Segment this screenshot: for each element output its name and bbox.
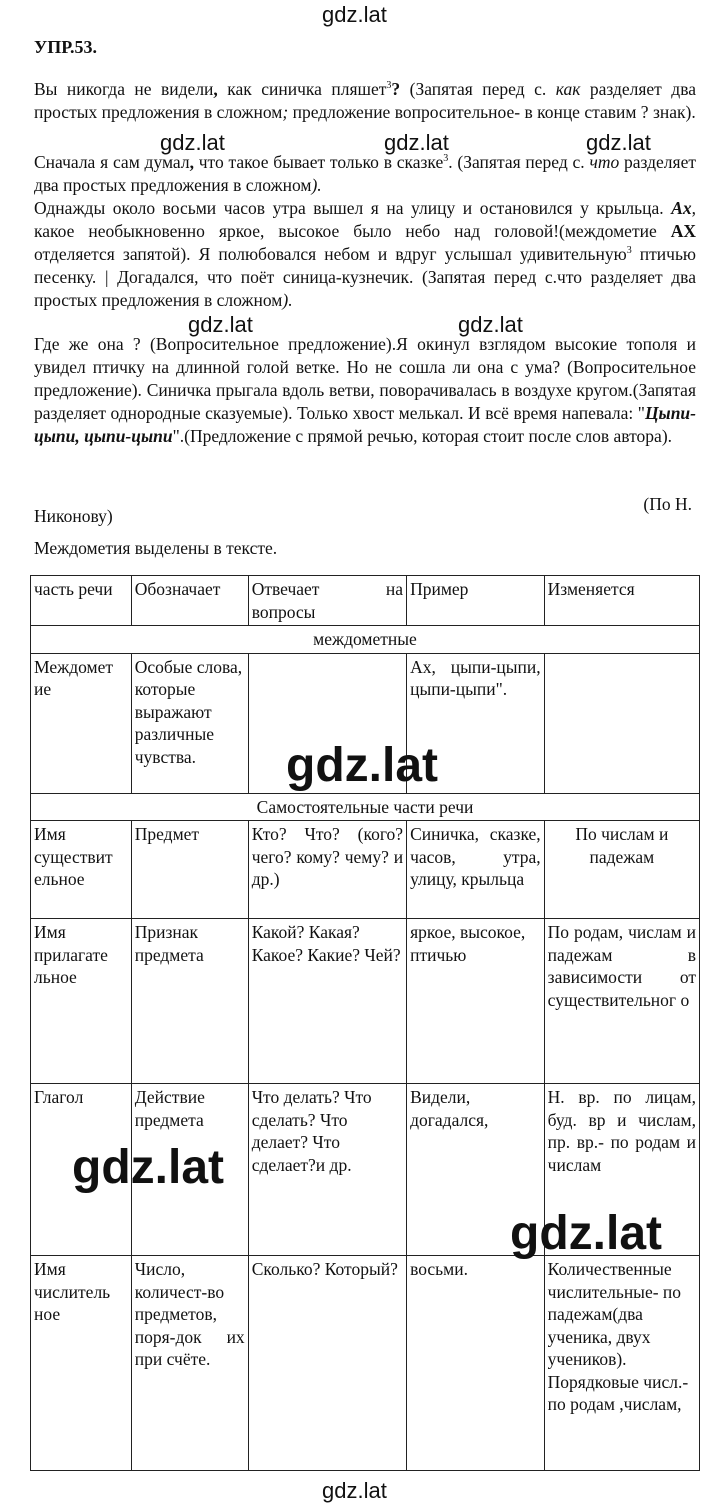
watermark-large-1: gdz.lat xyxy=(286,739,438,792)
table-row xyxy=(31,919,700,1084)
table-cell: яркое, высокое, птичью xyxy=(407,919,545,1084)
table-cell: Синичка, сказке, часов, утра, улицу, крыльца xyxy=(407,821,545,919)
paragraph-1 xyxy=(34,78,696,124)
table-cell: Ах, цыпи-цыпи, цыпи-цыпи". xyxy=(407,653,545,793)
p2-comma: , xyxy=(189,152,194,172)
table-cell: Признак предмета xyxy=(131,919,248,1084)
watermark-row2-b: gdz.lat xyxy=(458,312,523,337)
header-cell: Пример xyxy=(407,576,545,626)
table-cell: По родам, числам и падежам в зависимости от существительног о xyxy=(544,919,699,1084)
section-label: Самостоятельные части речи xyxy=(31,793,700,821)
table-cell: Имя существит ельное xyxy=(31,821,132,919)
p1-word-kak: как xyxy=(555,79,581,99)
p2-text-d: . (Запятая перед с. xyxy=(448,152,590,172)
watermark-top: gdz.lat xyxy=(322,2,387,27)
table-row xyxy=(31,821,700,919)
watermark-large-2: gdz.lat xyxy=(72,1141,224,1194)
table-cell: Предмет xyxy=(131,821,248,919)
header-cell: Отвечает на вопросы xyxy=(248,576,406,626)
p1-text-a: Вы никогда не видели xyxy=(34,79,214,99)
table-cell: Имя прилагате льное xyxy=(31,919,132,1084)
p2-closing: ). xyxy=(311,175,322,195)
watermark-row1-b: gdz.lat xyxy=(384,130,449,155)
p1-semicolon: ; xyxy=(282,102,289,122)
watermark-large-3: gdz.lat xyxy=(510,1207,662,1260)
section-row xyxy=(31,793,700,821)
p1-text-d: (Запятая перед с. xyxy=(400,79,556,99)
parts-of-speech-table xyxy=(30,575,700,1471)
p2-footnote: 3 xyxy=(443,153,449,165)
exercise-title: УПР.53. xyxy=(34,37,97,57)
table-cell: Что делать? Что сделать? Что делает? Что сделает?и др. xyxy=(248,1084,406,1256)
header-cell: часть речи xyxy=(31,576,132,626)
p2-text-e: разделяет два простых предложения в сложном xyxy=(34,152,696,195)
table-cell: Имя числитель ное xyxy=(31,1256,132,1471)
table-cell: Видели, догадался, xyxy=(407,1084,545,1256)
table-cell: Действие предмета xyxy=(131,1084,248,1256)
p2-text-c: что такое бывает только в сказке xyxy=(193,152,444,172)
p3-text-c: отделяется запятой). Я полюбовался небом и вдруг услышал удивительную xyxy=(34,244,627,264)
header-cell: Изменяется xyxy=(544,576,699,626)
table-cell: Особые слова, которые выражают различные чувства. xyxy=(131,653,248,793)
watermark-row2-a: gdz.lat xyxy=(188,312,253,337)
table-cell: Сколько? Который? xyxy=(248,1256,406,1471)
table-cell: Глагол xyxy=(31,1084,132,1256)
table-cell xyxy=(544,653,699,793)
p3-word-ax: Ах xyxy=(671,198,692,218)
p1-text-e: разделяет два простых предложения в сложном xyxy=(34,79,696,122)
paragraph-3 xyxy=(34,197,696,312)
p4-text-b: ".(Предложение с прямой речью, которая стоит после слов автора). xyxy=(172,426,673,446)
table-cell: Кто? Что? (кого? чего? кому? чему? и др.) xyxy=(248,821,406,919)
header-cell: Обозначает xyxy=(131,576,248,626)
table-row xyxy=(31,1256,700,1471)
section-row xyxy=(31,626,700,654)
p1-comma: , xyxy=(213,79,218,99)
table-cell: По числам и падежам xyxy=(544,821,699,919)
p1-footnote: 3 xyxy=(386,80,392,92)
table-cell: Число, количест-во предметов, поря-док их при счёте. xyxy=(131,1256,248,1471)
p3-closing: ). xyxy=(282,290,293,310)
watermark-row1-a: gdz.lat xyxy=(160,130,225,155)
p4-text-a: Где же она ? (Вопросительное предложение).Я окинул взглядом высокие тополя и увидел птичку на длинной голой ветке. Но не сошла ли она с ума? (Вопросительное предложение). Синичка прыгала вдоль ветви, поворачивалась в воздухе кругом.(Запятая разделяет однородные сказуемые). Только хвост мелькал. И всё время напевала: " xyxy=(34,334,696,423)
p3-text-b: , какое необыкновенно яркое, высокое было небо над головой!(междометие xyxy=(34,198,696,241)
section-label: междометные xyxy=(31,626,700,654)
note-text: Междометия выделены в тексте. xyxy=(34,538,278,558)
p2-word-chto: что xyxy=(589,152,620,172)
table-cell: восьми. xyxy=(407,1256,545,1471)
watermark-row1-c: gdz.lat xyxy=(586,130,651,155)
watermark-bottom: gdz.lat xyxy=(322,1478,387,1503)
table-cell: Междомет ие xyxy=(31,653,132,793)
table-header-row xyxy=(31,576,700,626)
paragraph-2 xyxy=(34,151,696,197)
p3-text-a: Однажды около восьми часов утра вышел я на улицу и остановился у крыльца. xyxy=(34,198,672,218)
p2-text-a: Сначала я сам думал xyxy=(34,152,190,172)
p3-word-AX: АХ xyxy=(670,221,696,241)
signature-continued: Никонову) xyxy=(34,506,113,526)
table-cell: Какой? Какая? Какое? Какие? Чей? xyxy=(248,919,406,1084)
p1-text-c: как синичка пляшет xyxy=(217,79,387,99)
signature: (По Н. xyxy=(643,494,692,514)
p1-question-mark: ? xyxy=(391,79,401,99)
p3-footnote: 3 xyxy=(626,245,632,257)
paragraph-4 xyxy=(34,333,696,448)
table-cell: Н. вр. по лицам, буд. вр и числам, пр. вр.- по родам и числам xyxy=(544,1084,699,1256)
p1-text-g: предложение вопросительное- в конце ставим ? знак). xyxy=(288,102,696,122)
table-cell: Количественные числительные- по падежам(два ученика, двух учеников). Порядковые числ.- по родам ,числам, xyxy=(544,1256,699,1471)
p3-text-d: птичью песенку. | Догадался, что поёт синица-кузнечик. (Запятая перед с.что разделяет два простых предложения в сложном xyxy=(34,244,697,310)
p4-quote: Цыпи-цыпи, цыпи-цыпи xyxy=(34,403,696,446)
